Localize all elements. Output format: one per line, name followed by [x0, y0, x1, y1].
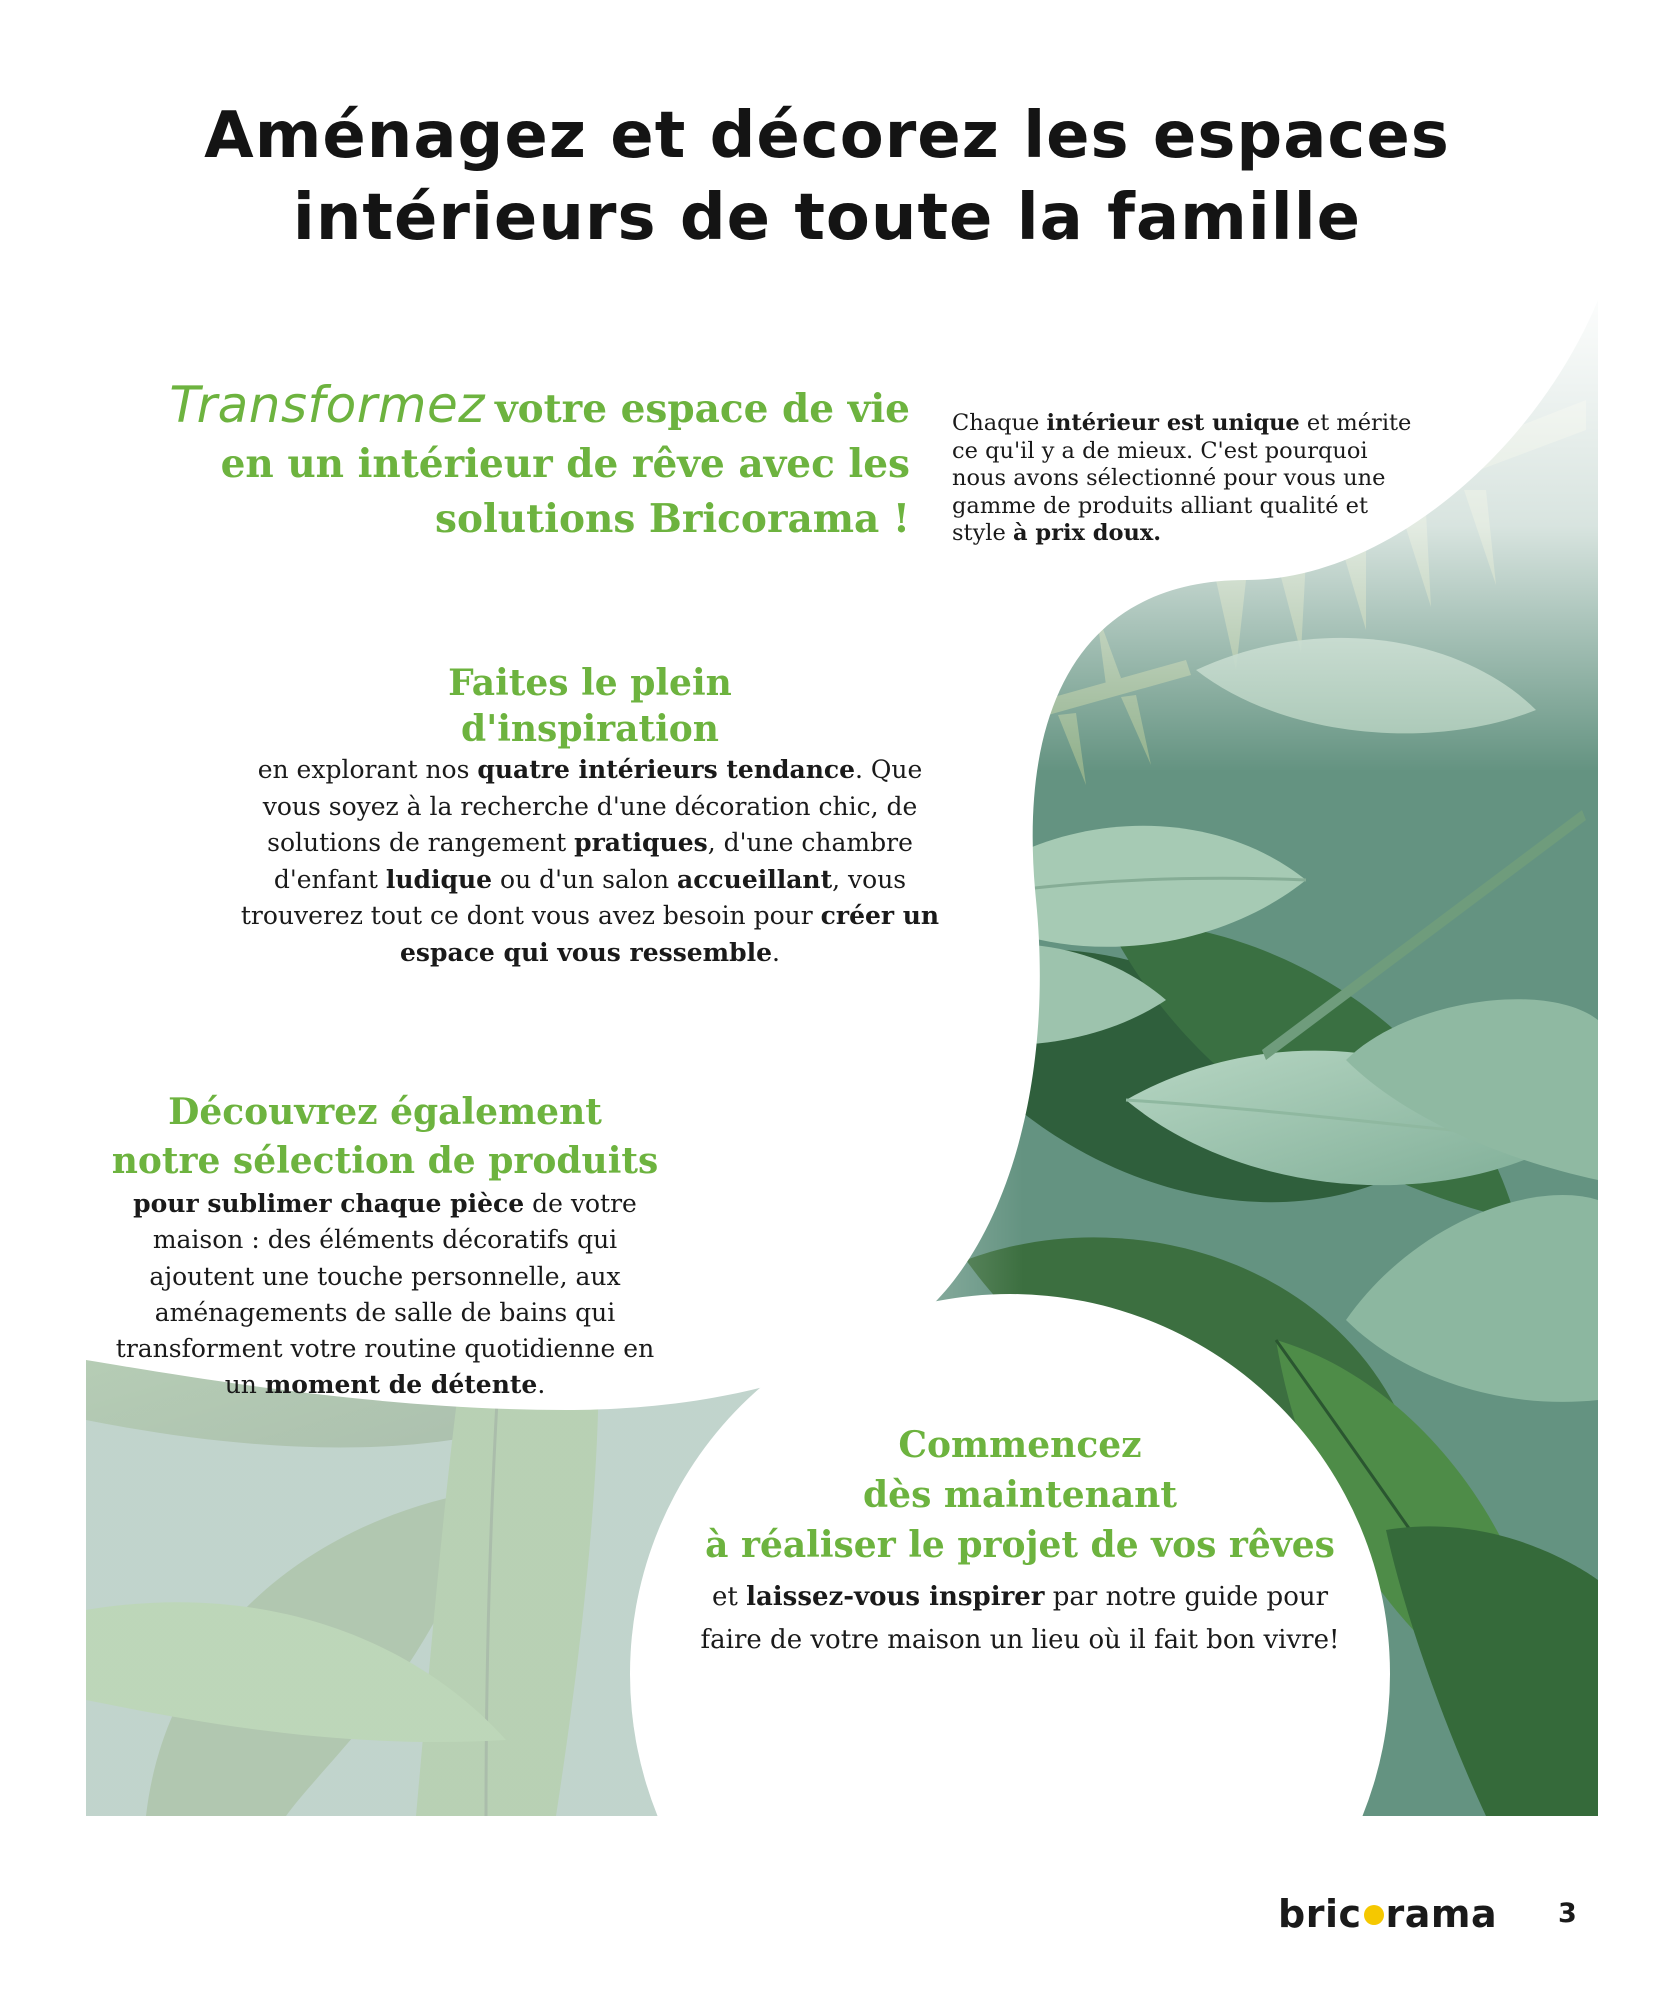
- intro-text-part: et mérite ce qu'il y a de mieux. C'est pourquoi nous avons sélectionné pour vous une gamme de produits alliant qualité et style: [952, 410, 1412, 546]
- start-heading: [690, 1420, 1350, 1570]
- start-heading-line: Commencez: [898, 1424, 1142, 1466]
- start-text-bold: laissez-vous inspirer: [746, 1582, 1045, 1612]
- selection-heading: [110, 1088, 660, 1186]
- inspiration-text-part: , d'une chambre d'enfant: [273, 828, 913, 894]
- intro-heading: [150, 378, 910, 547]
- inspiration-text-part: , vous trouverez tout ce dont vous avez besoin pour: [240, 864, 907, 930]
- logo-text-end: rama: [1385, 1892, 1498, 1936]
- intro-heading-script-word: Transformez: [169, 376, 485, 434]
- inspiration-text-part: en explorant nos: [257, 755, 478, 784]
- inspiration-heading-line: d'inspiration: [461, 708, 719, 750]
- selection-heading-line: notre sélection de produits: [111, 1140, 659, 1182]
- inspiration-text: [240, 752, 940, 971]
- selection-text-part: .: [537, 1370, 546, 1400]
- start-heading-line: dès maintenant: [863, 1474, 1177, 1516]
- bricorama-logo: [1278, 1892, 1497, 1936]
- selection-text: [110, 1186, 660, 1404]
- start-heading-line: à réaliser le projet de vos rêves: [705, 1524, 1335, 1566]
- intro-text: [952, 410, 1422, 548]
- inspiration-text-bold: quatre intérieurs tendance: [477, 755, 855, 784]
- inspiration-text-part: . Que vous soyez à la recherche d'une décoration chic, de solutions de rangement: [262, 755, 923, 857]
- intro-text-bold: à prix doux.: [1012, 520, 1162, 546]
- start-text-part: par notre guide pour faire de votre maison un lieu où il fait bon vivre!: [700, 1582, 1340, 1655]
- selection-heading-line: Découvrez également: [168, 1091, 602, 1133]
- logo-text-start: bric: [1278, 1892, 1362, 1936]
- start-text-part: et: [711, 1582, 747, 1612]
- page-number: 3: [1558, 1898, 1577, 1929]
- inspiration-text-bold: créer un espace qui vous ressemble: [400, 901, 940, 967]
- inspiration-heading: [240, 660, 940, 752]
- selection-text-bold: pour sublimer chaque pièce: [133, 1189, 525, 1218]
- intro-text-part: Chaque: [952, 410, 1047, 436]
- selection-block: [110, 1088, 660, 1404]
- logo-dot-icon: [1364, 1905, 1384, 1925]
- inspiration-text-bold: ludique: [385, 864, 493, 894]
- inspiration-heading-line: Faites le plein: [448, 662, 732, 704]
- inspiration-text-bold: accueillant: [677, 864, 833, 894]
- page-title: Aménagez et décorez les espaces intérieurs de toute la famille: [204, 99, 1450, 255]
- inspiration-text-bold: pratiques: [574, 828, 708, 857]
- selection-text-bold: moment de détente: [264, 1370, 538, 1400]
- inspiration-text-part: .: [772, 937, 780, 967]
- intro-heading-rest: votre espace de vie en un intérieur de rêve avec les solutions Bricorama !: [220, 386, 910, 542]
- start-text: [690, 1576, 1350, 1662]
- start-block: [690, 1420, 1350, 1662]
- inspiration-block: [240, 660, 940, 971]
- intro-text-bold: intérieur est unique: [1046, 410, 1300, 436]
- inspiration-text-part: ou d'un salon: [492, 864, 677, 894]
- selection-text-part: de votre maison : des éléments décoratifs qui ajoutent une touche personnelle, aux aménagements de salle de bains qui transforment votre routine quotidienne en un: [115, 1189, 655, 1400]
